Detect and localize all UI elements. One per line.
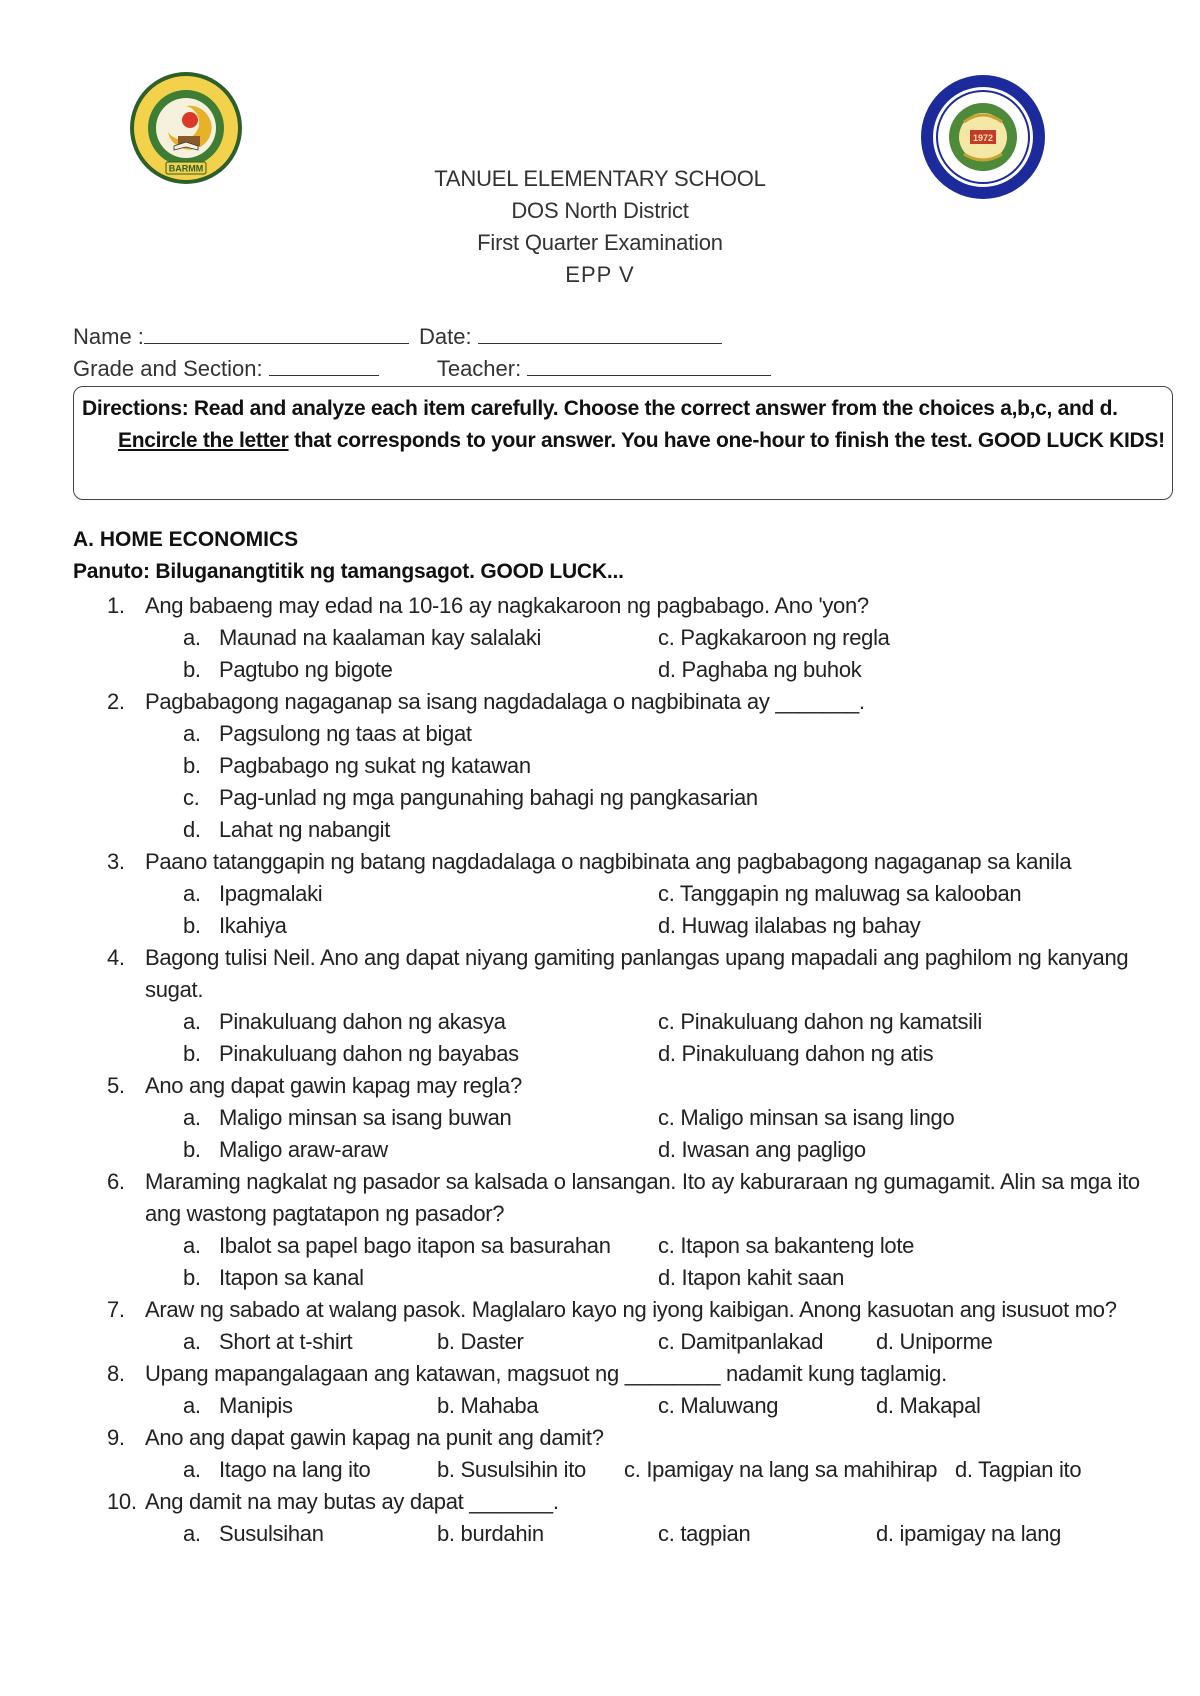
grade-section-field[interactable] bbox=[269, 357, 379, 376]
answer-choice[interactable] bbox=[876, 1518, 1061, 1550]
choice-row bbox=[0, 782, 1200, 814]
choice-text: Pagtubo ng bigote bbox=[219, 657, 393, 682]
choice-text: c. Damitpanlakad bbox=[658, 1329, 824, 1354]
question-number: 2. bbox=[107, 689, 125, 714]
answer-choice[interactable] bbox=[658, 1262, 844, 1294]
question-item bbox=[0, 1294, 1200, 1358]
choice-letter: b. bbox=[183, 753, 201, 778]
directions-line-1: Directions: Read and analyze each item carefully. Choose the correct answer from the choices a,b,c, and d. bbox=[82, 397, 1118, 420]
answer-choice[interactable] bbox=[658, 1102, 954, 1134]
svg-text:BARMM: BARMM bbox=[168, 163, 204, 174]
section-title: A. HOME ECONOMICS bbox=[73, 528, 299, 551]
date-label: Date: bbox=[419, 324, 472, 349]
answer-choice[interactable] bbox=[658, 1134, 866, 1166]
question-number: 9. bbox=[107, 1425, 125, 1450]
question-stem bbox=[0, 1486, 1200, 1518]
choice-text: c. Maluwang bbox=[658, 1393, 779, 1418]
answer-choice[interactable] bbox=[658, 1038, 933, 1070]
choice-row bbox=[0, 750, 1200, 782]
answer-choice[interactable] bbox=[955, 1454, 1081, 1486]
choice-text: Short at t-shirt bbox=[219, 1329, 353, 1354]
answer-choice[interactable] bbox=[183, 1262, 364, 1294]
answer-choice[interactable] bbox=[183, 814, 390, 846]
answer-choice[interactable] bbox=[624, 1454, 937, 1486]
answer-choice[interactable] bbox=[437, 1518, 544, 1550]
answer-choice[interactable] bbox=[658, 622, 890, 654]
question-text: Araw ng sabado at walang pasok. Maglalaro kayo ng iyong kaibigan. Anong kasuotan ang isusuot mo? bbox=[145, 1297, 1117, 1322]
question-item bbox=[0, 1166, 1200, 1294]
choice-text: c. Ipamigay na lang sa mahihirap bbox=[624, 1457, 938, 1482]
question-stem bbox=[0, 942, 1200, 1006]
choice-letter: a. bbox=[183, 1393, 201, 1418]
svg-text:1972: 1972 bbox=[972, 133, 994, 143]
answer-choice[interactable] bbox=[658, 1326, 823, 1358]
question-item bbox=[0, 1486, 1200, 1550]
name-label: Name : bbox=[73, 324, 144, 349]
choice-letter: d. bbox=[183, 817, 201, 842]
answer-choice[interactable] bbox=[658, 1006, 982, 1038]
question-number: 10. bbox=[107, 1489, 137, 1514]
question-text: Ang damit na may butas ay dapat _______. bbox=[145, 1489, 559, 1514]
question-stem bbox=[0, 590, 1200, 622]
choice-row bbox=[0, 1230, 1200, 1262]
choice-text: c. Itapon sa bakanteng lote bbox=[658, 1233, 915, 1258]
question-item bbox=[0, 942, 1200, 1070]
choice-text: Maunad na kaalaman kay salalaki bbox=[219, 625, 542, 650]
question-stem bbox=[0, 1070, 1200, 1102]
choice-text: Maligo araw-araw bbox=[219, 1137, 388, 1162]
choice-text: d. ipamigay na lang bbox=[876, 1521, 1062, 1546]
choice-row bbox=[0, 654, 1200, 686]
question-number: 6. bbox=[107, 1169, 125, 1194]
answer-choice[interactable] bbox=[658, 1390, 778, 1422]
panuto-instruction: Panuto: Biluganangtitik ng tamangsagot. GOOD LUCK... bbox=[73, 560, 624, 583]
question-number: 8. bbox=[107, 1361, 125, 1386]
question-stem bbox=[0, 1166, 1200, 1230]
question-number: 5. bbox=[107, 1073, 125, 1098]
choice-letter: b. bbox=[183, 1265, 201, 1290]
choice-text: d. Paghaba ng buhok bbox=[658, 657, 862, 682]
question-item bbox=[0, 1422, 1200, 1486]
question-item bbox=[0, 590, 1200, 686]
question-number: 1. bbox=[107, 593, 125, 618]
choice-text: Ipagmalaki bbox=[219, 881, 323, 906]
choice-letter: a. bbox=[183, 625, 201, 650]
question-stem bbox=[0, 1358, 1200, 1390]
answer-choice[interactable] bbox=[658, 654, 861, 686]
district-name: DOS North District bbox=[511, 198, 689, 223]
question-list bbox=[0, 590, 1200, 1550]
question-number: 4. bbox=[107, 945, 125, 970]
choice-text: Pinakuluang dahon ng bayabas bbox=[219, 1041, 519, 1066]
school-name: TANUEL ELEMENTARY SCHOOL bbox=[434, 166, 766, 191]
school-seal-logo bbox=[920, 74, 1046, 200]
answer-choice[interactable] bbox=[437, 1454, 586, 1486]
answer-choice[interactable] bbox=[183, 622, 541, 654]
choice-row bbox=[0, 1134, 1200, 1166]
answer-choice[interactable] bbox=[876, 1390, 981, 1422]
question-number: 3. bbox=[107, 849, 125, 874]
choice-row bbox=[0, 1038, 1200, 1070]
choice-text: c. Pinakuluang dahon ng kamatsili bbox=[658, 1009, 982, 1034]
answer-choice[interactable] bbox=[183, 1134, 388, 1166]
answer-choice[interactable] bbox=[183, 750, 531, 782]
answer-choice[interactable] bbox=[437, 1326, 524, 1358]
grade-teacher-row bbox=[73, 356, 771, 382]
exam-title: First Quarter Examination bbox=[477, 230, 723, 255]
choice-letter: a. bbox=[183, 1521, 201, 1546]
ministry-seal-logo bbox=[128, 70, 244, 186]
question-text: Upang mapangalagaan ang katawan, magsuot ng ________ nadamit kung taglamig. bbox=[145, 1361, 947, 1386]
choice-text: b. Daster bbox=[437, 1329, 524, 1354]
choice-row bbox=[0, 1006, 1200, 1038]
name-field[interactable] bbox=[144, 325, 409, 344]
question-item bbox=[0, 1358, 1200, 1422]
choice-row bbox=[0, 910, 1200, 942]
choice-text: Pag-unlad ng mga pangunahing bahagi ng pangkasarian bbox=[219, 785, 758, 810]
subject-title: EPP V bbox=[565, 262, 635, 287]
encircle-instruction: Encircle the letter bbox=[118, 429, 289, 452]
choice-row bbox=[0, 1518, 1200, 1550]
choice-text: d. Tagpian ito bbox=[955, 1457, 1082, 1482]
choice-row bbox=[0, 1326, 1200, 1358]
answer-choice[interactable] bbox=[183, 1326, 352, 1358]
question-text: Pagbabagong nagaganap sa isang nagdadalaga o nagbibinata ay _______. bbox=[145, 689, 865, 714]
question-item bbox=[0, 846, 1200, 942]
choice-text: Itago na lang ito bbox=[219, 1457, 371, 1482]
choice-text: Itapon sa kanal bbox=[219, 1265, 364, 1290]
answer-choice[interactable] bbox=[183, 1454, 370, 1486]
choice-row bbox=[0, 622, 1200, 654]
choice-text: d. Pinakuluang dahon ng atis bbox=[658, 1041, 934, 1066]
question-text: Paano tatanggapin ng batang nagdadalaga o nagbibinata ang pagbabagong nagaganap sa kanila bbox=[145, 849, 1072, 874]
choice-letter: a. bbox=[183, 1009, 201, 1034]
choice-letter: a. bbox=[183, 881, 201, 906]
choice-text: Ikahiya bbox=[219, 913, 287, 938]
question-number: 7. bbox=[107, 1297, 125, 1322]
choice-row bbox=[0, 1390, 1200, 1422]
choice-text: d. Itapon kahit saan bbox=[658, 1265, 845, 1290]
question-stem bbox=[0, 1422, 1200, 1454]
answer-choice[interactable] bbox=[658, 910, 921, 942]
question-text: Ano ang dapat gawin kapag may regla? bbox=[145, 1073, 522, 1098]
choice-text: Ibalot sa papel bago itapon sa basurahan bbox=[219, 1233, 611, 1258]
question-item bbox=[0, 686, 1200, 846]
date-field[interactable] bbox=[478, 325, 722, 344]
choice-text: d. Makapal bbox=[876, 1393, 981, 1418]
answer-choice[interactable] bbox=[183, 1230, 611, 1262]
question-stem bbox=[0, 846, 1200, 878]
choice-text: c. Pagkakaroon ng regla bbox=[658, 625, 890, 650]
choice-text: d. Huwag ilalabas ng bahay bbox=[658, 913, 921, 938]
choice-letter: a. bbox=[183, 1233, 201, 1258]
answer-choice[interactable] bbox=[183, 718, 472, 750]
answer-choice[interactable] bbox=[183, 1390, 293, 1422]
choice-text: c. Tanggapin ng maluwag sa kalooban bbox=[658, 881, 1022, 906]
answer-choice[interactable] bbox=[658, 878, 1021, 910]
question-stem bbox=[0, 1294, 1200, 1326]
directions-line-2-rest: that corresponds to your answer. You have one-hour to finish the test. GOOD LUCK KIDS! bbox=[288, 429, 1165, 452]
choice-row bbox=[0, 814, 1200, 846]
answer-choice[interactable] bbox=[658, 1518, 750, 1550]
question-text: Ano ang dapat gawin kapag na punit ang damit? bbox=[145, 1425, 604, 1450]
answer-choice[interactable] bbox=[183, 1102, 511, 1134]
choice-text: Susulsihan bbox=[219, 1521, 324, 1546]
answer-choice[interactable] bbox=[876, 1326, 993, 1358]
question-item bbox=[0, 1070, 1200, 1166]
directions-line-2 bbox=[118, 429, 1165, 453]
choice-letter: c. bbox=[183, 785, 200, 810]
choice-text: d. Uniporme bbox=[876, 1329, 993, 1354]
choice-text: Maligo minsan sa isang buwan bbox=[219, 1105, 512, 1130]
choice-text: c. tagpian bbox=[658, 1521, 751, 1546]
choice-text: Pinakuluang dahon ng akasya bbox=[219, 1009, 506, 1034]
choice-row bbox=[0, 878, 1200, 910]
choice-row bbox=[0, 718, 1200, 750]
choice-text: d. Iwasan ang pagligo bbox=[658, 1137, 866, 1162]
choice-letter: b. bbox=[183, 913, 201, 938]
teacher-label: Teacher: bbox=[436, 356, 522, 381]
answer-choice[interactable] bbox=[183, 1518, 324, 1550]
answer-choice[interactable] bbox=[183, 1006, 506, 1038]
choice-text: c. Maligo minsan sa isang lingo bbox=[658, 1105, 955, 1130]
choice-text: b. Mahaba bbox=[437, 1393, 539, 1418]
question-text: Ang babaeng may edad na 10-16 ay nagkakaroon ng pagbabago. Ano 'yon? bbox=[145, 593, 869, 618]
choice-letter: b. bbox=[183, 1041, 201, 1066]
question-text: Bagong tulisi Neil. Ano ang dapat niyang gamiting panlangas upang mapadali ang paghilom ng kanyang sugat. bbox=[145, 945, 1129, 1002]
choice-row bbox=[0, 1454, 1200, 1486]
answer-choice[interactable] bbox=[658, 1230, 914, 1262]
question-stem bbox=[0, 686, 1200, 718]
choice-letter: a. bbox=[183, 721, 201, 746]
choice-row bbox=[0, 1262, 1200, 1294]
choice-letter: a. bbox=[183, 1329, 201, 1354]
answer-choice[interactable] bbox=[183, 782, 758, 814]
answer-choice[interactable] bbox=[183, 910, 287, 942]
choice-text: b. Susulsihin ito bbox=[437, 1457, 586, 1482]
answer-choice[interactable] bbox=[183, 878, 322, 910]
choice-text: Pagsulong ng taas at bigat bbox=[219, 721, 472, 746]
grade-section-label: Grade and Section: bbox=[73, 356, 263, 381]
choice-text: Pagbabago ng sukat ng katawan bbox=[219, 753, 531, 778]
choice-text: b. burdahin bbox=[437, 1521, 544, 1546]
teacher-field[interactable] bbox=[527, 357, 771, 376]
choice-letter: a. bbox=[183, 1105, 201, 1130]
answer-choice[interactable] bbox=[437, 1390, 538, 1422]
choice-letter: a. bbox=[183, 1457, 201, 1482]
choice-letter: b. bbox=[183, 1137, 201, 1162]
choice-text: Lahat ng nabangit bbox=[219, 817, 391, 842]
name-date-row bbox=[73, 324, 722, 350]
choice-row bbox=[0, 1102, 1200, 1134]
answer-choice[interactable] bbox=[183, 654, 393, 686]
answer-choice[interactable] bbox=[183, 1038, 519, 1070]
choice-letter: b. bbox=[183, 657, 201, 682]
question-text: Maraming nagkalat ng pasador sa kalsada o lansangan. Ito ay kaburaraan ng gumagamit. Alin sa mga ito ang wastong pagtatapon ng pasador? bbox=[145, 1169, 1140, 1226]
choice-text: Manipis bbox=[219, 1393, 293, 1418]
